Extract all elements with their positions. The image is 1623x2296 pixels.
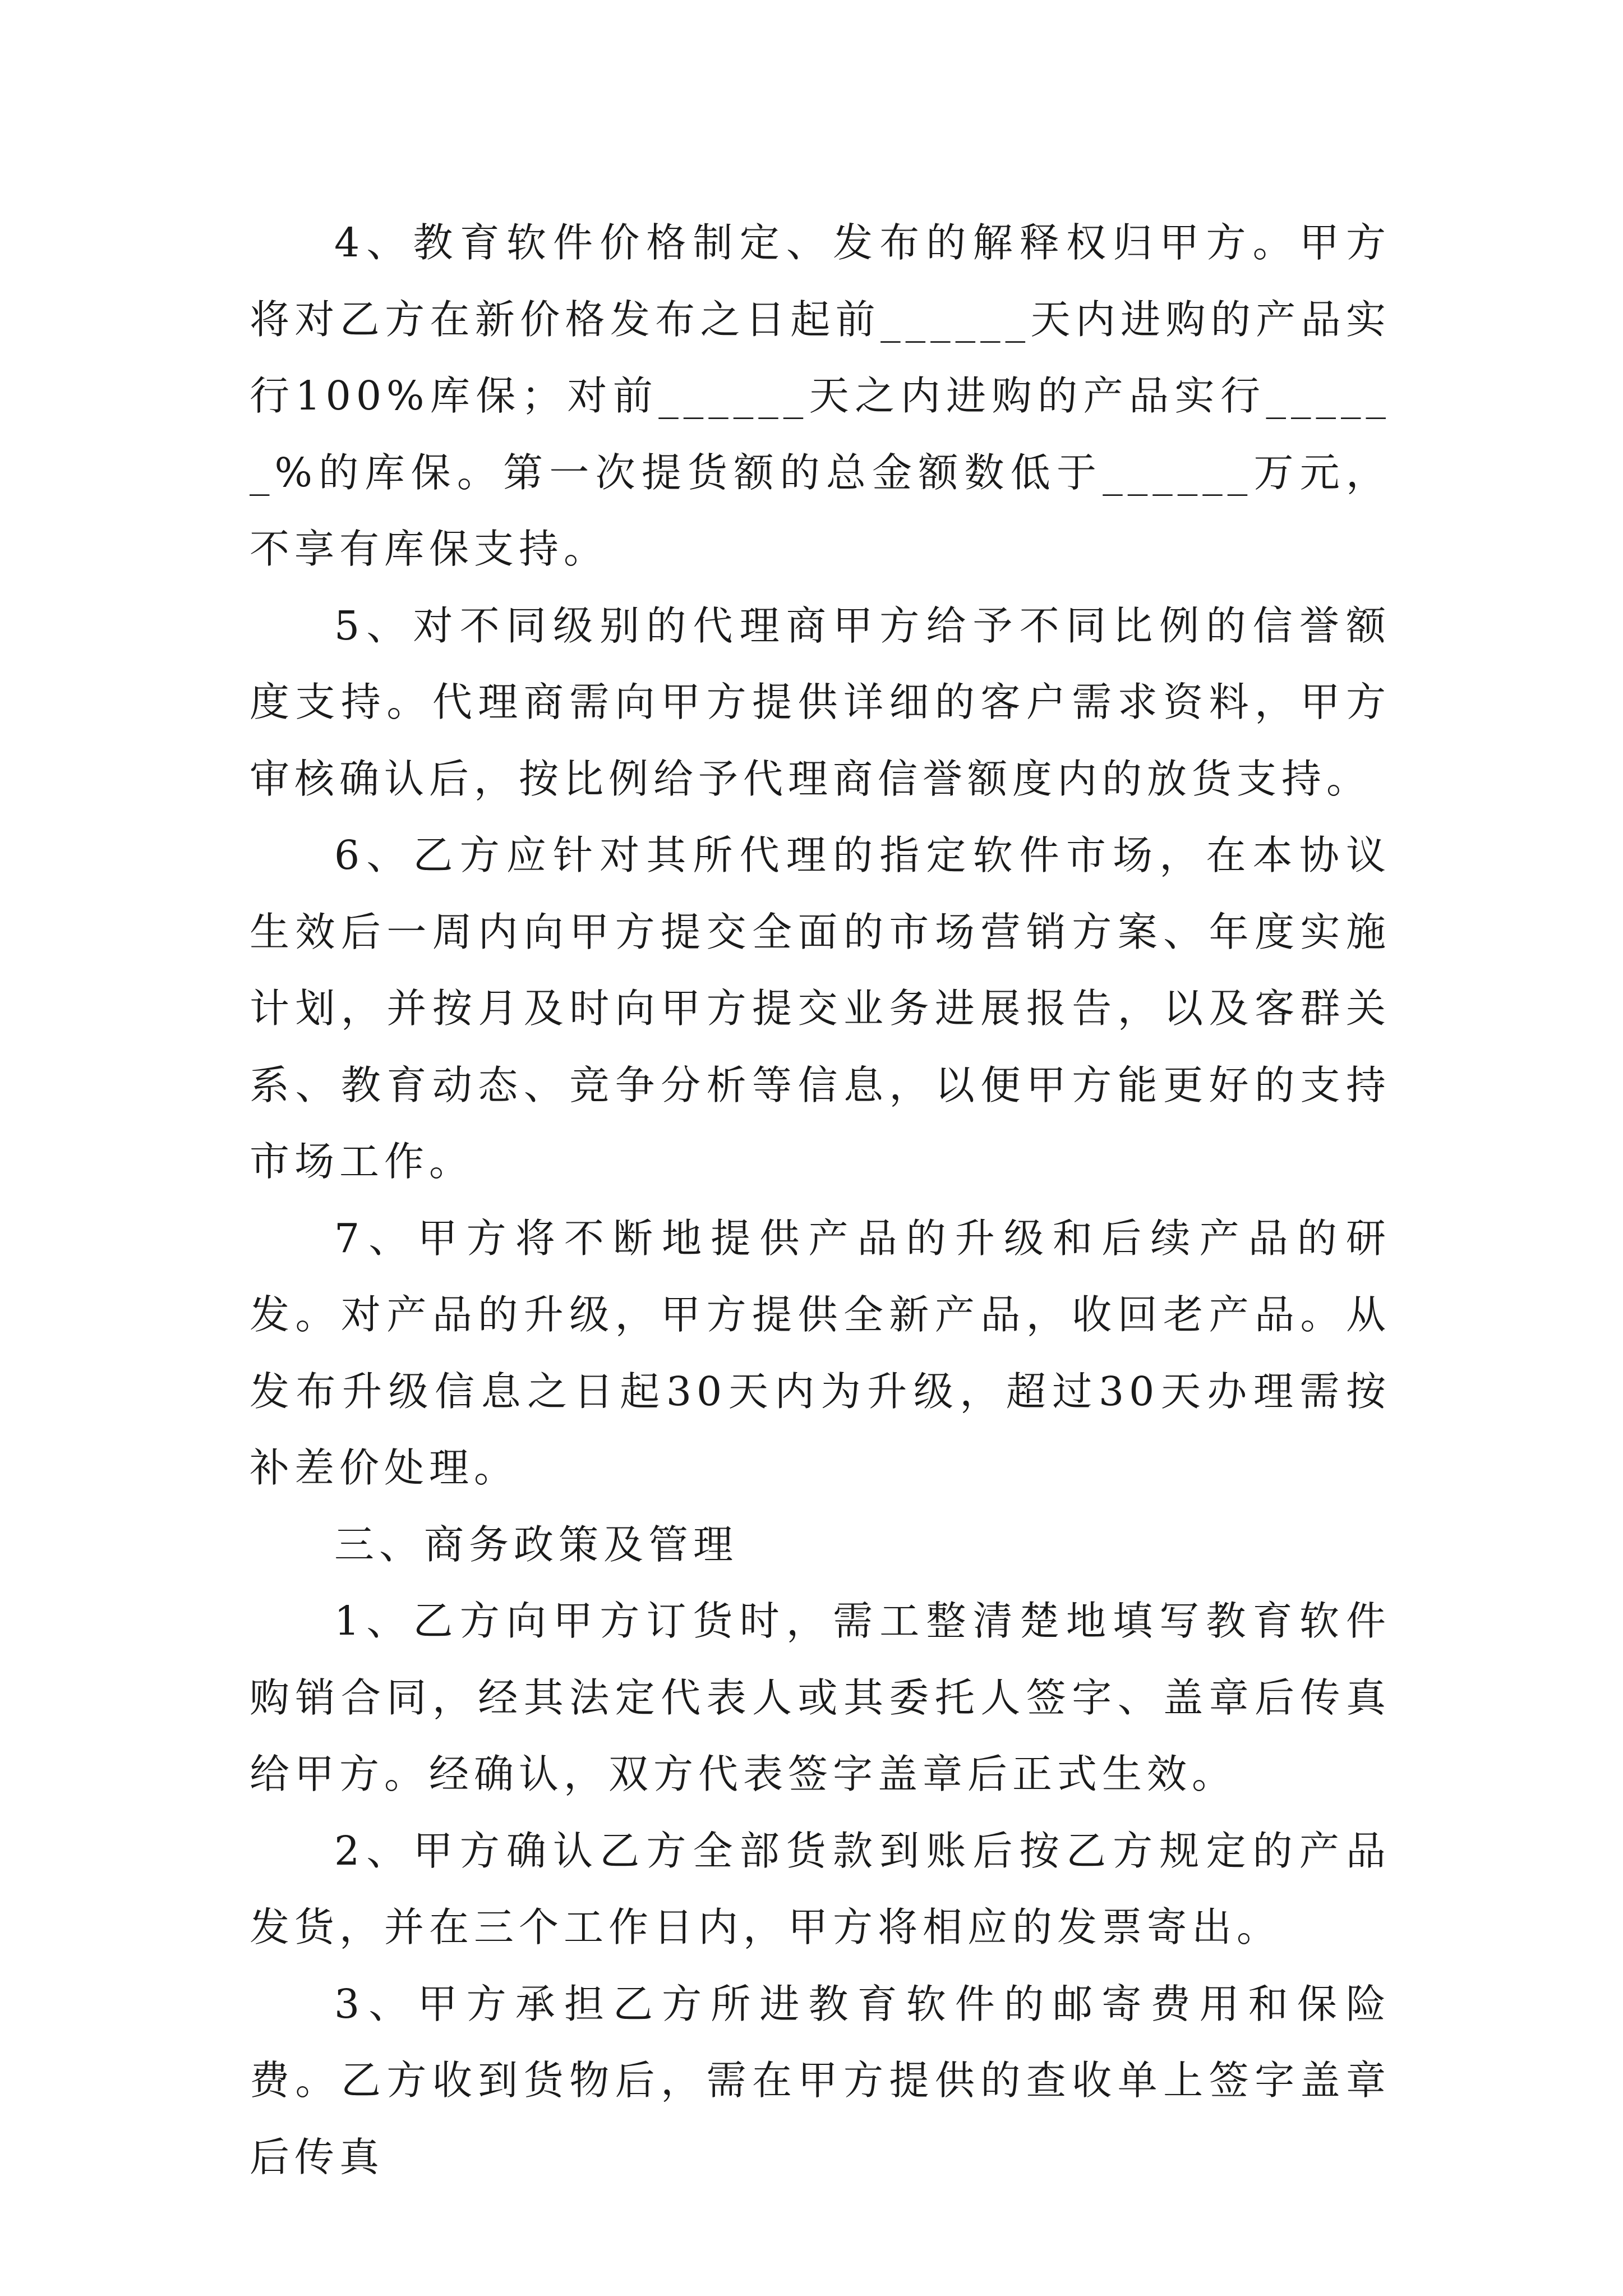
section-heading: 三、商务政策及管理 (334, 1521, 739, 1568)
clause-7-paragraph: 7、甲方将不断地提供产品的升级和后续产品的研发。对产品的升级，甲方提供全新产品，收回老产品。从发布升级信息之日起30天内为升级，超过30天办理需按补差价处理。 (250, 1214, 1391, 1491)
clause-5-paragraph: 5、对不同级别的代理商甲方给予不同比例的信誉额度支持。代理商需向甲方提供详细的客户需求资料，甲方审核确认后，按比例给予代理商信誉额度内的放货支持。 (250, 602, 1391, 802)
section-clause-2-paragraph: 2、甲方确认乙方全部货款到账后按乙方规定的产品发货，并在三个工作日内，甲方将相应的发票寄出。 (250, 1827, 1391, 1950)
clause-6-paragraph: 6、乙方应针对其所代理的指定软件市场，在本协议生效后一周内向甲方提交全面的市场营销方案、年度实施计划，并按月及时向甲方提交业务进展报告，以及客群关系、教育动态、竞争分析等信息，以便甲方能更好的支持市场工作。 (250, 832, 1391, 1185)
document-body (250, 205, 1391, 2196)
section-clause-3-paragraph: 3、甲方承担乙方所进教育软件的邮寄费用和保险费。乙方收到货物后，需在甲方提供的查收单上签字盖章后传真 (250, 1980, 1391, 2180)
section-clause-1-paragraph: 1、乙方向甲方订货时，需工整清楚地填写教育软件购销合同，经其法定代表人或其委托人签字、盖章后传真给甲方。经确认，双方代表签字盖章后正式生效。 (250, 1598, 1391, 1797)
clause-4-paragraph: 4、教育软件价格制定、发布的解释权归甲方。甲方将对乙方在新价格发布之日起前______天内进购的产品实行100%库保；对前______天之内进购的产品实行______%的库保。第一次提货额的总金额数低于______万元，不享有库保支持。 (250, 219, 1391, 572)
